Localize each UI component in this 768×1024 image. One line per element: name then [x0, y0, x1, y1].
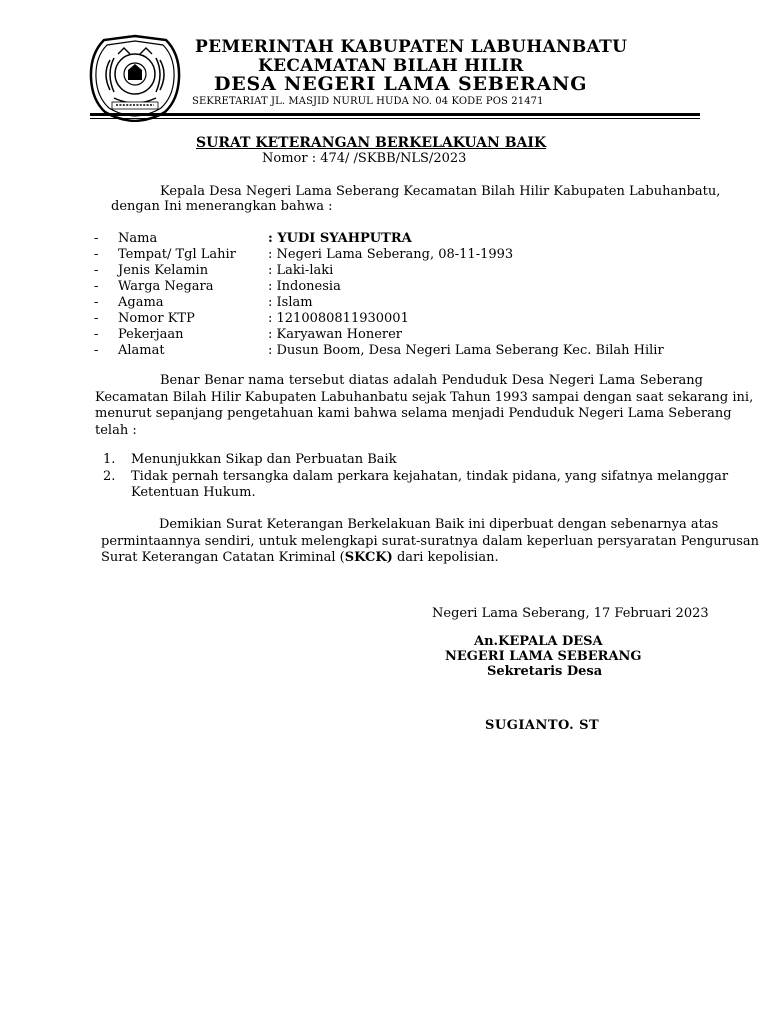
letter-title: SURAT KETERANGAN BERKELAKUAN BAIK [196, 135, 547, 151]
field-label-gender: Jenis Kelamin [118, 263, 209, 278]
field-bullet: - [94, 247, 99, 262]
intro-line-1: Kepala Desa Negeri Lama Seberang Kecamatan Bilah Hilir Kabupaten Labuhanbatu, [160, 184, 721, 199]
letterhead-government: PEMERINTAH KABUPATEN LABUHANBATU [195, 37, 628, 57]
regency-emblem-logo [88, 34, 182, 122]
field-value-id-number: : 1210080811930001 [268, 311, 409, 326]
statement-line: menurut sepanjang pengetahuan kami bahwa selama menjadi Penduduk Negeri Lama Seberang [95, 406, 732, 421]
letterhead-village: DESA NEGERI LAMA SEBERANG [214, 73, 588, 95]
field-label-name: Nama [118, 231, 158, 246]
field-label-birth: Tempat/ Tgl Lahir [118, 247, 236, 262]
signatory-institution: NEGERI LAMA SEBERANG [445, 649, 642, 664]
list-number: 2. [103, 469, 116, 484]
field-bullet: - [94, 295, 99, 310]
field-value-birth: : Negeri Lama Seberang, 08-11-1993 [268, 247, 514, 262]
field-value-name: : YUDI SYAHPUTRA [268, 231, 412, 246]
field-label-occupation: Pekerjaan [118, 327, 184, 342]
field-value-gender: : Laki-laki [268, 263, 334, 278]
field-value-nationality: : Indonesia [268, 279, 341, 294]
skck-abbreviation: SKCK) [344, 550, 393, 565]
field-label-address: Alamat [118, 343, 165, 358]
letter-number: Nomor : 474/ /SKBB/NLS/2023 [262, 151, 467, 166]
closing-text: dari kepolisian. [392, 550, 499, 565]
list-item-text: Tidak pernah tersangka dalam perkara kejahatan, tindak pidana, yang sifatnya melanggar [131, 469, 729, 484]
field-value-religion: : Islam [268, 295, 313, 310]
closing-line: Demikian Surat Keterangan Berkelakuan Baik ini diperbuat dengan sebenarnya atas [159, 517, 719, 532]
letterhead-district: KECAMATAN BILAH HILIR [258, 56, 524, 76]
field-bullet: - [94, 343, 99, 358]
letterhead-address: SEKRETARIAT JL. MASJID NURUL HUDA NO. 04 KODE POS 21471 [192, 96, 544, 107]
field-bullet: - [94, 279, 99, 294]
field-bullet: - [94, 231, 99, 246]
field-bullet: - [94, 327, 99, 342]
signatory-name: SUGIANTO. ST [485, 718, 600, 733]
field-label-id-number: Nomor KTP [118, 311, 195, 326]
field-value-occupation: : Karyawan Honerer [268, 327, 403, 342]
letterhead-divider-thick [90, 113, 700, 116]
signatory-position: Sekretaris Desa [487, 664, 603, 679]
statement-line: Benar Benar nama tersebut diatas adalah Penduduk Desa Negeri Lama Seberang [160, 373, 703, 388]
intro-line-2: dengan Ini menerangkan bahwa : [111, 199, 333, 214]
statement-line: telah : [95, 422, 137, 438]
list-number: 1. [103, 452, 116, 467]
list-item-text: Menunjukkan Sikap dan Perbuatan Baik [131, 452, 397, 467]
place-date: Negeri Lama Seberang, 17 Februari 2023 [432, 606, 709, 621]
signatory-title: An.KEPALA DESA [474, 634, 603, 649]
field-label-religion: Agama [118, 295, 164, 310]
field-bullet: - [94, 311, 99, 326]
closing-line-3 [101, 550, 703, 567]
statement-paragraph [95, 373, 754, 439]
letterhead-divider-thin [90, 118, 700, 119]
closing-line: permintaannya sendiri, untuk melengkapi surat-suratnya dalam keperluan persyaratan Pengurusan [101, 533, 760, 549]
statement-line: Kecamatan Bilah Hilir Kabupaten Labuhanbatu sejak Tahun 1993 sampai dengan saat sekarang ini, [95, 389, 754, 405]
closing-text: Surat Keterangan Catatan Kriminal ( [101, 550, 345, 565]
closing-paragraph [101, 517, 760, 567]
field-bullet: - [94, 263, 99, 278]
list-item-continuation: Ketentuan Hukum. [131, 485, 256, 500]
field-label-nationality: Warga Negara [118, 279, 214, 294]
field-value-address: : Dusun Boom, Desa Negeri Lama Seberang Kec. Bilah Hilir [268, 343, 664, 358]
